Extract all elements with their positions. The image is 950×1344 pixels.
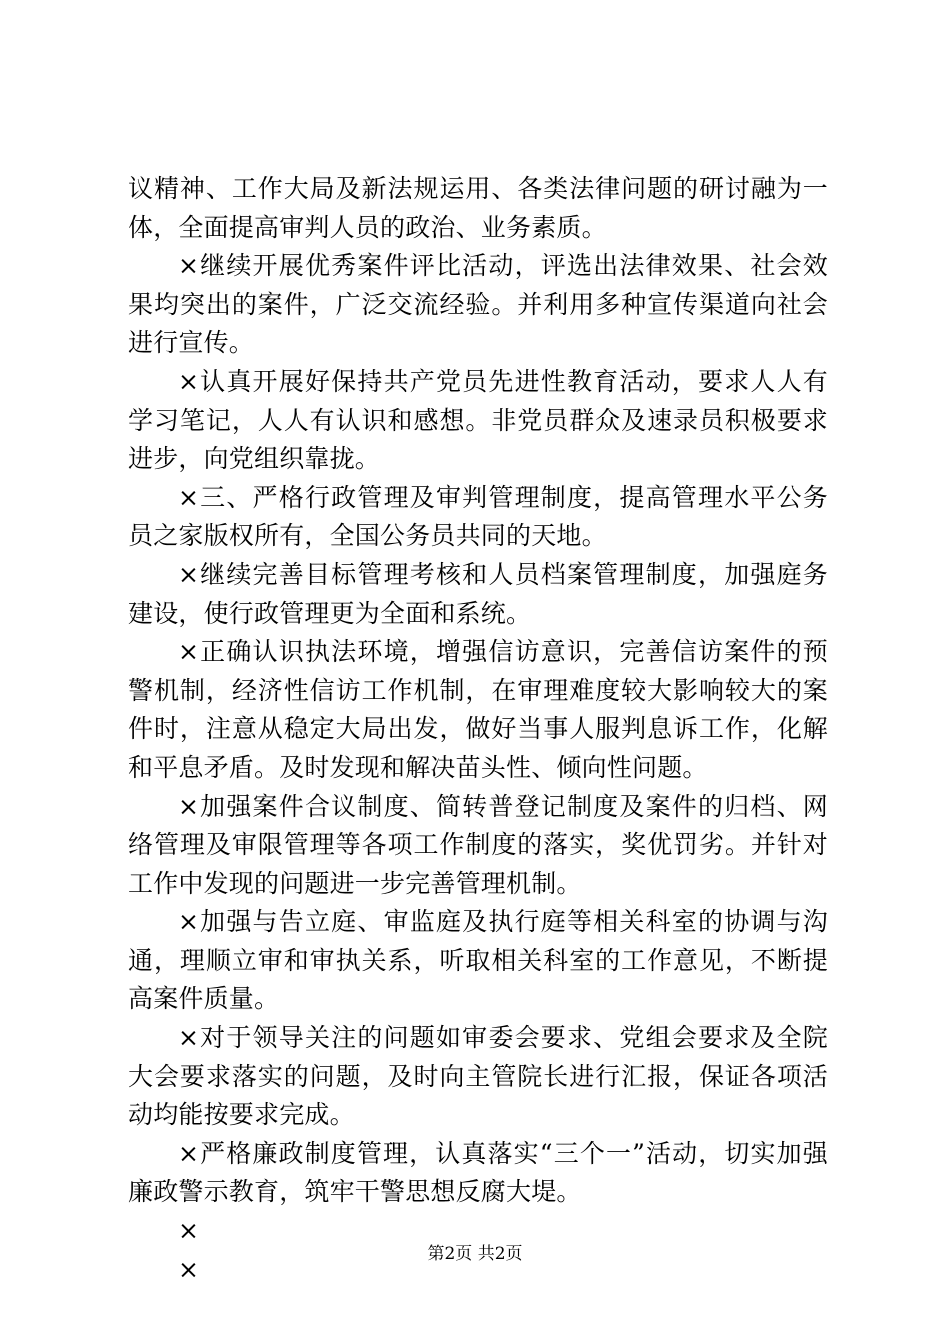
paragraph: ×对于领导关注的问题如审委会要求、党组会要求及全院大会要求落实的问题，及时向主管院长进行汇报，保证各项活动均能按要求完成。 xyxy=(128,1023,828,1130)
paragraph: ×认真开展好保持共产党员先进性教育活动，要求人人有学习笔记，人人有认识和感想。非党员群众及速录员积极要求进步，向党组织靠拢。 xyxy=(128,366,828,474)
paragraph: × xyxy=(178,1216,200,1246)
document-body xyxy=(128,170,828,1289)
paragraph: ×继续开展优秀案件评比活动，评选出法律效果、社会效果均突出的案件，广泛交流经验。并利用多种宣传渠道向社会进行宣传。 xyxy=(128,251,828,358)
paragraph: ×加强与告立庭、审监庭及执行庭等相关科室的协调与沟通，理顺立审和审执关系，听取相关科室的工作意见，不断提高案件质量。 xyxy=(128,907,828,1014)
paragraph: ×正确认识执法环境，增强信访意识，完善信访案件的预警机制，经济性信访工作机制，在审理难度较大影响较大的案件时，注意从稳定大局出发，做好当事人服判息诉工作，化解和平息矛盾。及时发现和解决苗头性、倾向性问题。 xyxy=(128,637,828,782)
paragraph: 议精神、工作大局及新法规运用、各类法律问题的研讨融为一体，全面提高审判人员的政治、业务素质。 xyxy=(128,174,828,242)
paragraph: ×加强案件合议制度、简转普登记制度及案件的归档、网络管理及审限管理等各项工作制度的落实，奖优罚劣。并针对工作中发现的问题进一步完善管理机制。 xyxy=(128,791,828,898)
paragraph: ×三、严格行政管理及审判管理制度，提高管理水平公务员之家版权所有，全国公务员共同的天地。 xyxy=(128,482,828,551)
paragraph: × xyxy=(178,1254,200,1284)
paragraph: ×继续完善目标管理考核和人员档案管理制度，加强庭务建设，使行政管理更为全面和系统。 xyxy=(128,559,828,628)
page-footer: 第2页 共2页 xyxy=(427,1244,523,1264)
paragraph: ×严格廉政制度管理，认真落实“三个一”活动，切实加强廉政警示教育，筑牢干警思想反腐大堤。 xyxy=(128,1138,828,1207)
